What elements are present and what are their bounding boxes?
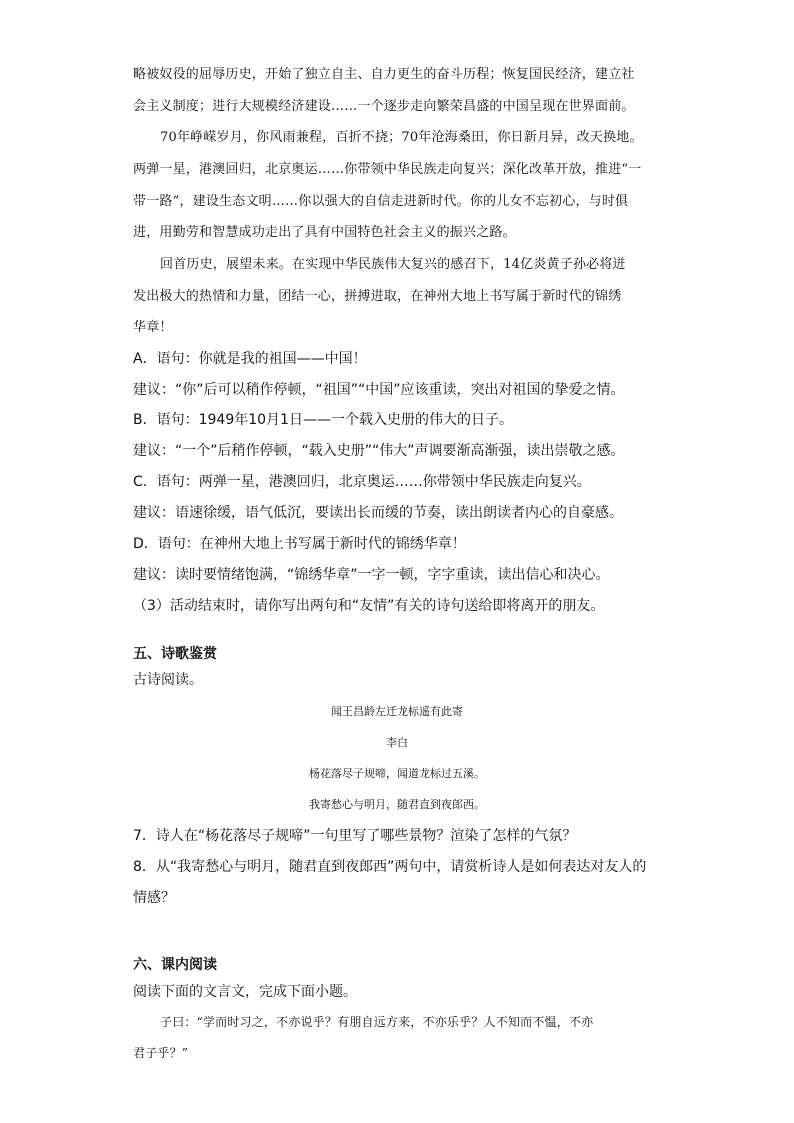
- section-5-intro: 古诗阅读。: [133, 672, 203, 688]
- section-5-heading: 五、诗歌鉴赏: [133, 646, 217, 662]
- option-c-sentence: C．语句：两弹一星，港澳回归，北京奥运……你带领中华民族走向复兴。: [133, 474, 591, 490]
- option-d-advice: 建议：读时要情绪饱满，“锦绣华章”一字一顿，字字重读，读出信心和决心。: [133, 567, 610, 583]
- poem-line-2: 我寄愁心与明月，随君直到夜郎西。: [309, 798, 485, 811]
- passage-line-7: 回首历史，展望未来。在实现中华民族伟大复兴的感召下，14亿炎黄子孙必将迸: [160, 257, 626, 272]
- option-a-advice: 建议：“你”后可以稍作停顿，“祖国”“中国”应该重读，突出对祖国的挚爱之情。: [133, 382, 625, 398]
- option-b-sentence: B．语句：1949年10月1日——一个载入史册的伟大的日子。: [133, 412, 513, 428]
- poem-author: 李白: [386, 736, 408, 749]
- section-6-intro: 阅读下面的文言文，完成下面小题。: [133, 984, 357, 1000]
- option-a-sentence: A．语句：你就是我的祖国——中国！: [133, 351, 367, 367]
- option-d-sentence: D．语句：在神州大地上书写属于新时代的锦绣华章！: [133, 536, 466, 552]
- option-b-advice: 建议：“一个”后稍作停顿，“载入史册”“伟大”声调要渐高渐强，读出崇敬之感。: [133, 443, 625, 459]
- passage-line-4: 两弹一星，港澳回归，北京奥运……你带领中华民族走向复兴；深化改革开放，推进“一: [133, 162, 642, 177]
- question-3: （3）活动结束时，请你写出两句和“友情”有关的诗句送给即将离开的朋友。: [133, 598, 605, 614]
- passage-line-1: 略被奴役的屈辱历史，开始了独立自主、自力更生的奋斗历程；恢复国民经济，建立社: [133, 67, 635, 82]
- passage-line-6: 进，用勤劳和智慧成功走出了具有中国特色社会主义的振兴之路。: [133, 225, 516, 240]
- poem-title: 闻王昌龄左迁龙标遥有此寄: [331, 705, 463, 718]
- poem-line-1: 杨花落尽子规啼，闻道龙标过五溪。: [309, 767, 485, 780]
- option-c-advice: 建议：语速徐缓，语气低沉，要读出长而缓的节奏，读出朗读者内心的自豪感。: [133, 505, 623, 521]
- passage-line-2: 会主义制度；进行大规模经济建设……一个逐步走向繁荣昌盛的中国呈现在世界面前。: [133, 99, 635, 114]
- classical-text-line-1: 子曰：“学而时习之，不亦说乎？有朋自远方来，不亦乐乎？人不知而不愠，不亦: [160, 1015, 594, 1029]
- classical-text-line-2: 君子乎？”: [133, 1046, 189, 1060]
- passage-line-9: 华章！: [133, 320, 173, 335]
- question-8-line-2: 情感？: [133, 890, 175, 906]
- passage-line-8: 发出极大的热情和力量，团结一心，拼搏进取，在神州大地上书写属于新时代的锦绣: [133, 289, 622, 304]
- section-6-heading: 六、课内阅读: [133, 957, 217, 973]
- passage-line-5: 带一路”，建设生态文明……你以强大的自信走进新时代。你的儿女不忘初心，与时俱: [133, 194, 629, 209]
- question-8-line-1: 8．从“我寄愁心与明月，随君直到夜郎西”两句中，请赏析诗人是如何表达对友人的: [133, 859, 647, 875]
- question-7: 7．诗人在“杨花落尽子规啼”一句里写了哪些景物？渲染了怎样的气氛？: [133, 828, 577, 844]
- passage-line-3: 70年峥嵘岁月，你风雨兼程，百折不挠；70年沧海桑田，你日新月异，改天换地。: [160, 130, 643, 145]
